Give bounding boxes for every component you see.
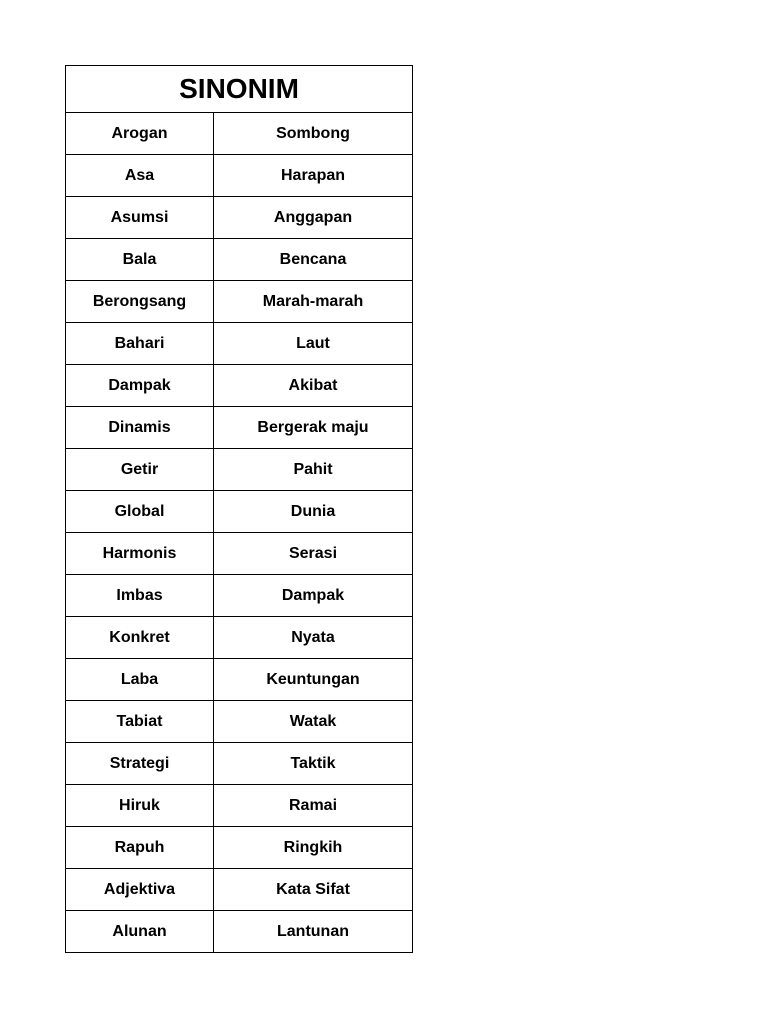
word-cell: Tabiat [66,701,214,743]
word-cell: Adjektiva [66,869,214,911]
word-cell: Global [66,491,214,533]
word-cell: Harmonis [66,533,214,575]
synonym-cell: Dampak [214,575,413,617]
synonym-cell: Serasi [214,533,413,575]
synonym-cell: Ringkih [214,827,413,869]
word-cell: Asumsi [66,197,214,239]
synonym-cell: Harapan [214,155,413,197]
title-row [66,66,413,113]
word-cell: Dinamis [66,407,214,449]
table-row [66,743,413,785]
word-cell: Asa [66,155,214,197]
synonym-cell: Bergerak maju [214,407,413,449]
table-row [66,617,413,659]
table-row [66,911,413,953]
synonym-cell: Dunia [214,491,413,533]
synonym-cell: Anggapan [214,197,413,239]
word-cell: Bala [66,239,214,281]
word-cell: Alunan [66,911,214,953]
table-row [66,365,413,407]
table-row [66,407,413,449]
table-row [66,197,413,239]
synonym-cell: Watak [214,701,413,743]
word-cell: Getir [66,449,214,491]
synonym-cell: Kata Sifat [214,869,413,911]
table-row [66,281,413,323]
synonym-cell: Keuntungan [214,659,413,701]
synonym-cell: Bencana [214,239,413,281]
table-row [66,701,413,743]
word-cell: Arogan [66,113,214,155]
word-cell: Rapuh [66,827,214,869]
word-cell: Berongsang [66,281,214,323]
word-cell: Strategi [66,743,214,785]
word-cell: Hiruk [66,785,214,827]
word-cell: Dampak [66,365,214,407]
word-cell: Laba [66,659,214,701]
table-row [66,449,413,491]
table-row [66,155,413,197]
table-row [66,827,413,869]
table-body [66,113,413,953]
synonym-cell: Ramai [214,785,413,827]
synonym-cell: Taktik [214,743,413,785]
synonym-cell: Marah-marah [214,281,413,323]
synonym-table [65,65,413,953]
synonym-cell: Laut [214,323,413,365]
synonym-cell: Akibat [214,365,413,407]
synonym-cell: Nyata [214,617,413,659]
synonym-cell: Lantunan [214,911,413,953]
table-row [66,491,413,533]
synonym-cell: Pahit [214,449,413,491]
word-cell: Imbas [66,575,214,617]
table-title: SINONIM [66,66,413,113]
table-row [66,575,413,617]
table-row [66,533,413,575]
table-row [66,239,413,281]
table-row [66,785,413,827]
table-row [66,659,413,701]
table-row [66,323,413,365]
word-cell: Bahari [66,323,214,365]
word-cell: Konkret [66,617,214,659]
table-row [66,869,413,911]
synonym-cell: Sombong [214,113,413,155]
table-row [66,113,413,155]
